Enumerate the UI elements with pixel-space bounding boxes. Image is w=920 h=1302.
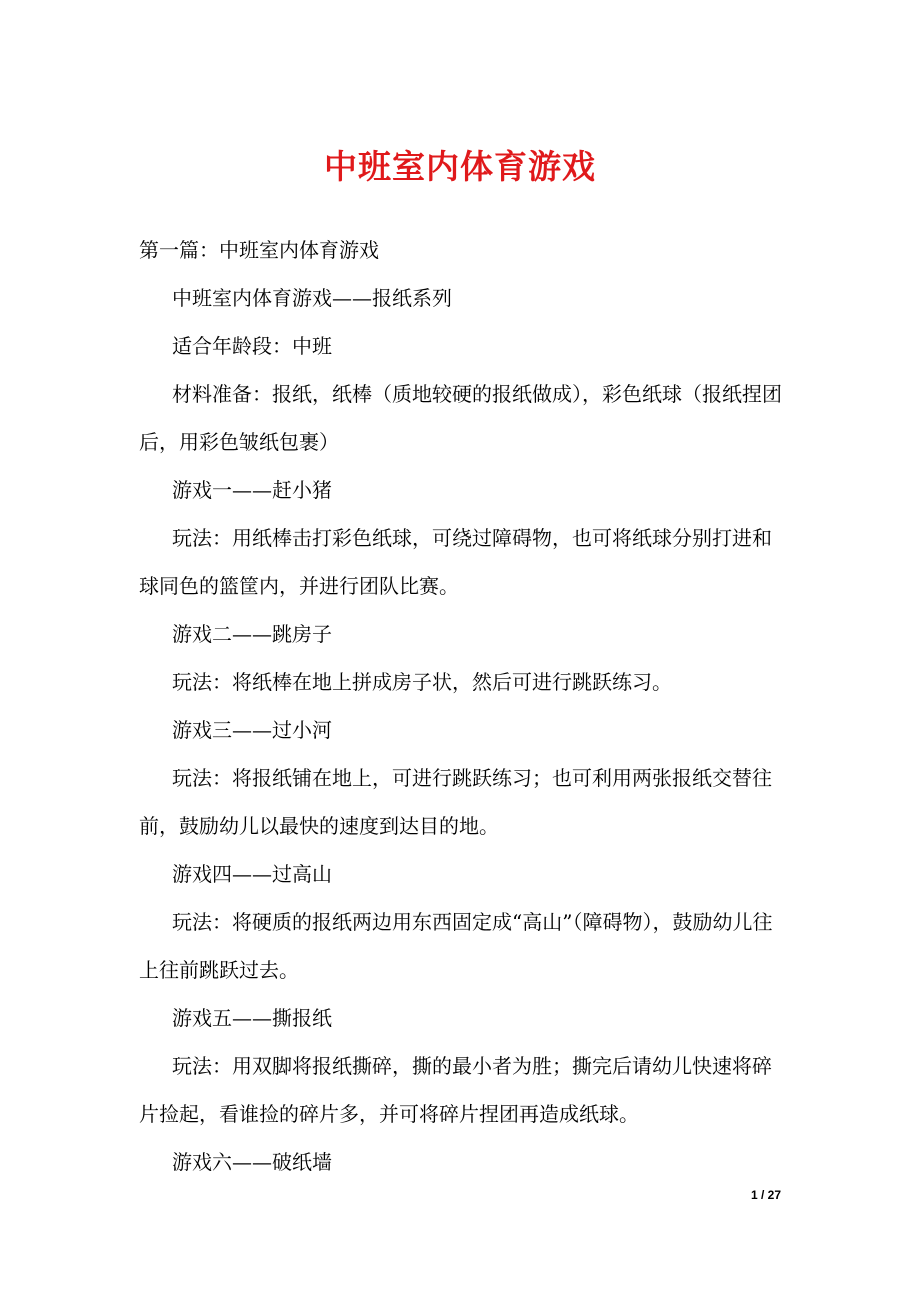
paragraph: 适合年龄段：中班 — [172, 334, 332, 358]
document-title: 中班室内体育游戏 — [324, 147, 596, 186]
paragraph: 材料准备：报纸，纸棒（质地较硬的报纸做成），彩色纸球（报纸捏团后，用彩色皱纸包裹） — [139, 382, 782, 454]
section-heading: 第一篇：中班室内体育游戏 — [139, 238, 379, 262]
game-heading: 游戏二——跳房子 — [172, 622, 332, 646]
game-heading: 游戏一——赶小猪 — [172, 478, 332, 502]
page-number: 1 / 27 — [750, 1188, 781, 1202]
paragraph: 玩法：将纸棒在地上拼成房子状，然后可进行跳跃练习。 — [172, 670, 672, 694]
game-heading: 游戏三——过小河 — [172, 718, 332, 742]
game-heading: 游戏五——撕报纸 — [172, 1006, 332, 1030]
paragraph: 玩法：将硬质的报纸两边用东西固定成“高山”（障碍物），鼓励幼儿往上往前跳跃过去。 — [139, 910, 773, 982]
paragraph: 玩法：用纸棒击打彩色纸球，可绕过障碍物，也可将纸球分别打进和球同色的篮筐内，并进行团队比赛。 — [139, 526, 772, 598]
game-heading: 游戏四——过高山 — [172, 862, 332, 886]
game-heading: 游戏六——破纸墙 — [172, 1150, 332, 1174]
paragraph: 玩法：将报纸铺在地上，可进行跳跃练习；也可利用两张报纸交替往前，鼓励幼儿以最快的速度到达目的地。 — [139, 766, 772, 838]
paragraph: 中班室内体育游戏——报纸系列 — [172, 286, 452, 310]
document-body — [139, 226, 783, 1186]
paragraph: 玩法：用双脚将报纸撕碎，撕的最小者为胜；撕完后请幼儿快速将碎片捡起，看谁捡的碎片多，并可将碎片捏团再造成纸球。 — [139, 1054, 772, 1126]
